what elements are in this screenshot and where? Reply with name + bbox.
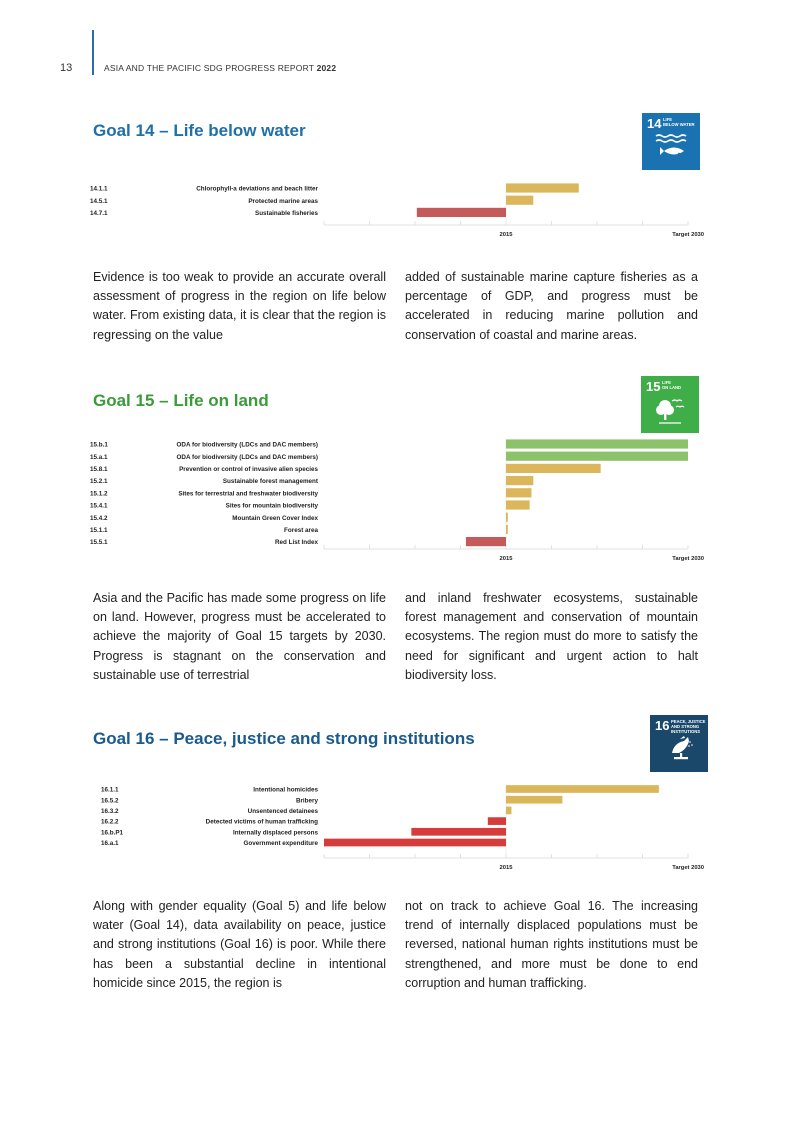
goal-15-bar: [506, 476, 533, 485]
goal-16-code-label: 16.a.1: [101, 840, 119, 848]
goal-15-category-label: ODA for biodiversity (LDCs and DAC members): [176, 453, 318, 461]
goal-14-bar: [506, 196, 533, 205]
goal-15-code-label: 15.4.2: [90, 514, 108, 522]
goal-14-axis-start-label: 2015: [499, 232, 513, 238]
goal-16-bar: [411, 828, 506, 836]
goal-15-code-label: 15.1.2: [90, 490, 108, 498]
goal-14-para-right: added of sustainable marine capture fisheries as a percentage of GDP, and progress must be accelerated in reducing marine pollution and conservation of coastal and marine areas.: [405, 270, 698, 342]
running-head: [104, 63, 336, 73]
goal-15-bar: [506, 525, 508, 534]
goal-16-title: Goal 16 – Peace, justice and strong institutions: [93, 729, 475, 748]
goal-14-title: Goal 14 – Life below water: [93, 121, 306, 140]
sdg-15-icon: [641, 376, 699, 433]
goal-16-para-left: Along with gender equality (Goal 5) and life below water (Goal 14), data availability on peace, justice and strong institutions (Goal 16) is poor. While there has been a substantial decline in intentional homicide since 2015, the region is: [93, 899, 386, 990]
report-title: ASIA AND THE PACIFIC SDG PROGRESS REPORT: [104, 63, 315, 73]
goal-16-category-label: Detected victims of human trafficking: [205, 818, 318, 826]
goal-15-category-label: Mountain Green Cover Index: [232, 514, 318, 522]
goal-15-code-label: 15.4.1: [90, 502, 108, 510]
goal-16-category-label: Intentional homicides: [253, 786, 318, 794]
goal-16-axis-target-label: Target 2030: [672, 865, 704, 871]
goal-16-category-label: Government expenditure: [243, 840, 318, 848]
goal-16-code-label: 16.3.2: [101, 808, 119, 815]
goal-16-bar: [488, 817, 506, 825]
goal-15-category-label: ODA for biodiversity (LDCs and DAC members): [176, 441, 318, 449]
goal-15-code-label: 15.5.1: [90, 539, 108, 547]
goal-16-category-label: Bribery: [295, 797, 318, 805]
sdg-16-number: 16: [655, 718, 670, 733]
goal-14-axis-target-label: Target 2030: [672, 232, 704, 238]
goal-14-category-label: Chlorophyll-a deviations and beach litter: [196, 185, 318, 193]
goal-15-title: Goal 15 – Life on land: [93, 391, 269, 410]
goal-15-code-label: 15.a.1: [90, 453, 108, 461]
goal-15-bar: [506, 488, 531, 497]
goal-15-para-right: and inland freshwater ecosystems, sustainable forest management and conservation of mountain ecosystems. The region must do more to satisfy the need for significant and urgent action to halt biodiversity loss.: [405, 591, 698, 682]
goal-16-code-label: 16.5.2: [101, 797, 119, 805]
goal-15-bar: [506, 439, 688, 448]
sdg-14-icon: [642, 113, 700, 170]
goal-14-category-label: Sustainable fisheries: [255, 210, 318, 217]
goal-15-bar: [506, 500, 530, 509]
goal-15-axis-target-label: Target 2030: [672, 556, 704, 562]
report-year: 2022: [316, 63, 337, 73]
goal-16-para-right: not on track to achieve Goal 16. The increasing trend of internally displaced populations must be reversed, national human rights institutions must be strengthened, and more must be done to end corruption and human trafficking.: [405, 899, 698, 990]
goal-16-code-label: 16.b.P1: [101, 829, 124, 837]
goal-15-bar: [466, 537, 506, 546]
goal-14-para-left: Evidence is too weak to provide an accurate overall assessment of progress in the region on life below water. From existing data, it is clear that the region is regressing on the value: [93, 270, 386, 342]
goal-15-code-label: 15.b.1: [90, 441, 108, 449]
goal-15-para-left: Asia and the Pacific has made some progress on life on land. However, progress must be accelerated to achieve the majority of Goal 15 targets by 2030. Progress is stagnant on the conservation and sustainable use of terrestrial: [93, 591, 386, 682]
header-rule: [92, 30, 94, 75]
sdg-16-icon: [650, 715, 708, 772]
sdg-14-label: LIFE BELOW WATER: [663, 117, 695, 127]
goal-15-category-label: Sites for mountain biodiversity: [225, 502, 318, 510]
goal-14-code-label: 14.7.1: [90, 210, 108, 217]
goal-15-category-label: Red List Index: [274, 539, 318, 547]
goal-15-code-label: 15.1.1: [90, 527, 108, 534]
goal-15-axis-start-label: 2015: [499, 556, 513, 562]
goal-14-code-label: 14.1.1: [90, 185, 108, 193]
goal-15-bar: [506, 513, 508, 522]
sdg-15-number: 15: [646, 379, 661, 394]
goal-14-bar: [417, 208, 506, 217]
goal-16-code-label: 16.1.1: [101, 786, 119, 794]
goal-14-bar: [506, 183, 579, 192]
goal-15-category-label: Forest area: [284, 527, 318, 534]
goal-15-code-label: 15.2.1: [90, 478, 108, 486]
goal-15-category-label: Sites for terrestrial and freshwater biodiversity: [178, 490, 318, 498]
page-number: 13: [60, 62, 73, 74]
goal-16-category-label: Internally displaced persons: [232, 829, 318, 837]
goal-15-bar: [506, 464, 601, 473]
goal-16-bar: [506, 785, 659, 793]
goal-15-category-label: Prevention or control of invasive alien species: [179, 466, 318, 473]
sdg-15-label: LIFE ON LAND: [662, 380, 682, 390]
goal-14-code-label: 14.5.1: [90, 197, 108, 205]
goal-14-category-label: Protected marine areas: [248, 197, 318, 205]
goal-15-code-label: 15.8.1: [90, 466, 108, 473]
sdg-14-number: 14: [647, 116, 662, 131]
goal-16-bar: [506, 807, 511, 815]
goal-15-category-label: Sustainable forest management: [222, 478, 318, 486]
goal-15-bar: [506, 452, 688, 461]
sdg-16-label: PEACE, JUSTICE AND STRONG INSTITUTIONS: [671, 719, 706, 734]
goal-16-bar: [324, 839, 506, 847]
goal-16-bar: [506, 796, 562, 804]
goal-16-category-label: Unsentenced detainees: [247, 808, 318, 815]
goal-16-axis-start-label: 2015: [499, 865, 513, 871]
goal-16-code-label: 16.2.2: [101, 818, 119, 826]
